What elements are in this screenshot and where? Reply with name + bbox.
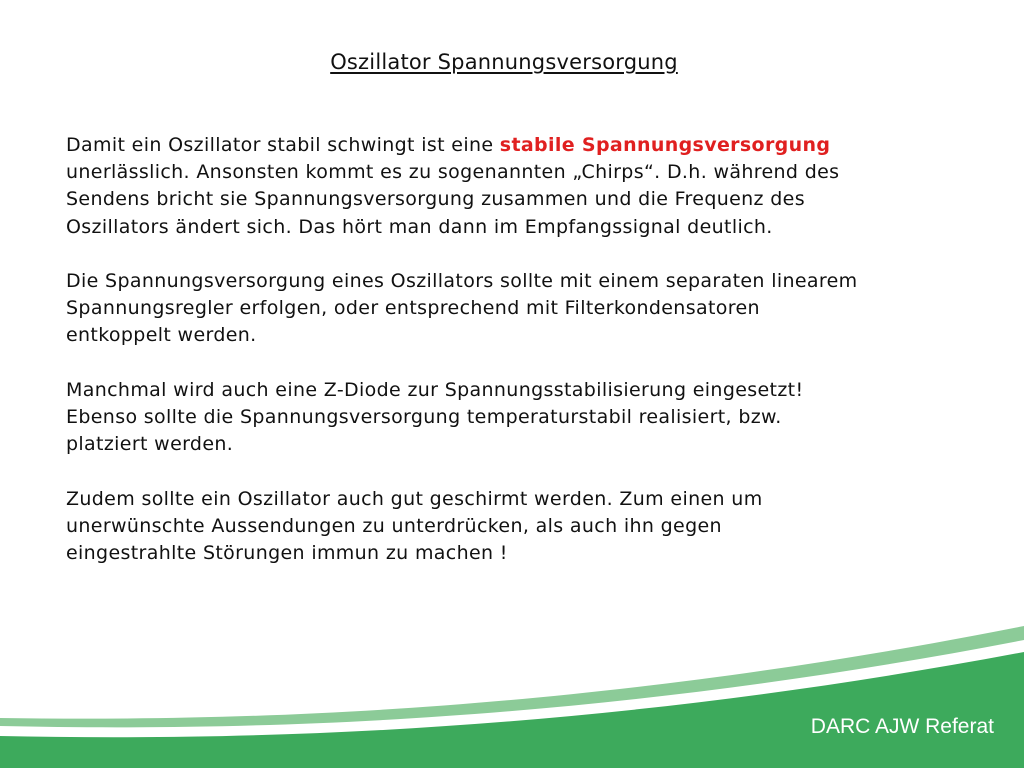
paragraph [66, 268, 966, 350]
text-line: entkoppelt werden. [66, 324, 257, 347]
body-text [66, 132, 966, 567]
text-line: Sendens bricht sie Spannungsversorgung zusammen und die Frequenz des [66, 188, 805, 211]
paragraph [66, 377, 966, 459]
slide-title: Oszillator Spannungsversorgung [330, 50, 678, 74]
text-line: Ebenso sollte die Spannungsversorgung temperaturstabil realisiert, bzw. [66, 406, 782, 428]
footer-wave-decoration [0, 600, 1024, 768]
line-text: Damit ein Oszillator stabil schwingt ist eine [66, 134, 500, 156]
footer-label: DARC AJW Referat [810, 715, 994, 738]
text-line: unerlässlich. Ansonsten kommt es zu sogenannten „Chirps“. D.h. während des [66, 161, 840, 184]
text-line: Zudem sollte ein Oszillator auch gut geschirmt werden. Zum einen um [66, 487, 763, 510]
text-line [66, 132, 966, 159]
paragraph [66, 132, 966, 241]
highlighted-phrase: stabile Spannungsversorgung [499, 134, 831, 156]
paragraph [66, 486, 966, 568]
text-line: unerwünschte Aussendungen zu unterdrücken, als auch ihn gegen [66, 514, 722, 537]
text-line: Die Spannungsversorgung eines Oszillators sollte mit einem separaten linearem [66, 270, 858, 292]
text-line: eingestrahlte Störungen immun zu machen ! [66, 542, 508, 564]
text-line: Manchmal wird auch eine Z-Diode zur Spannungsstabilisierung eingesetzt! [66, 378, 804, 401]
text-line: Spannungsregler erfolgen, oder entsprechend mit Filterkondensatoren [66, 297, 760, 320]
text-line: Oszillators ändert sich. Das hört man dann im Empfangssignal deutlich. [66, 215, 773, 238]
text-line: platziert werden. [66, 433, 234, 456]
